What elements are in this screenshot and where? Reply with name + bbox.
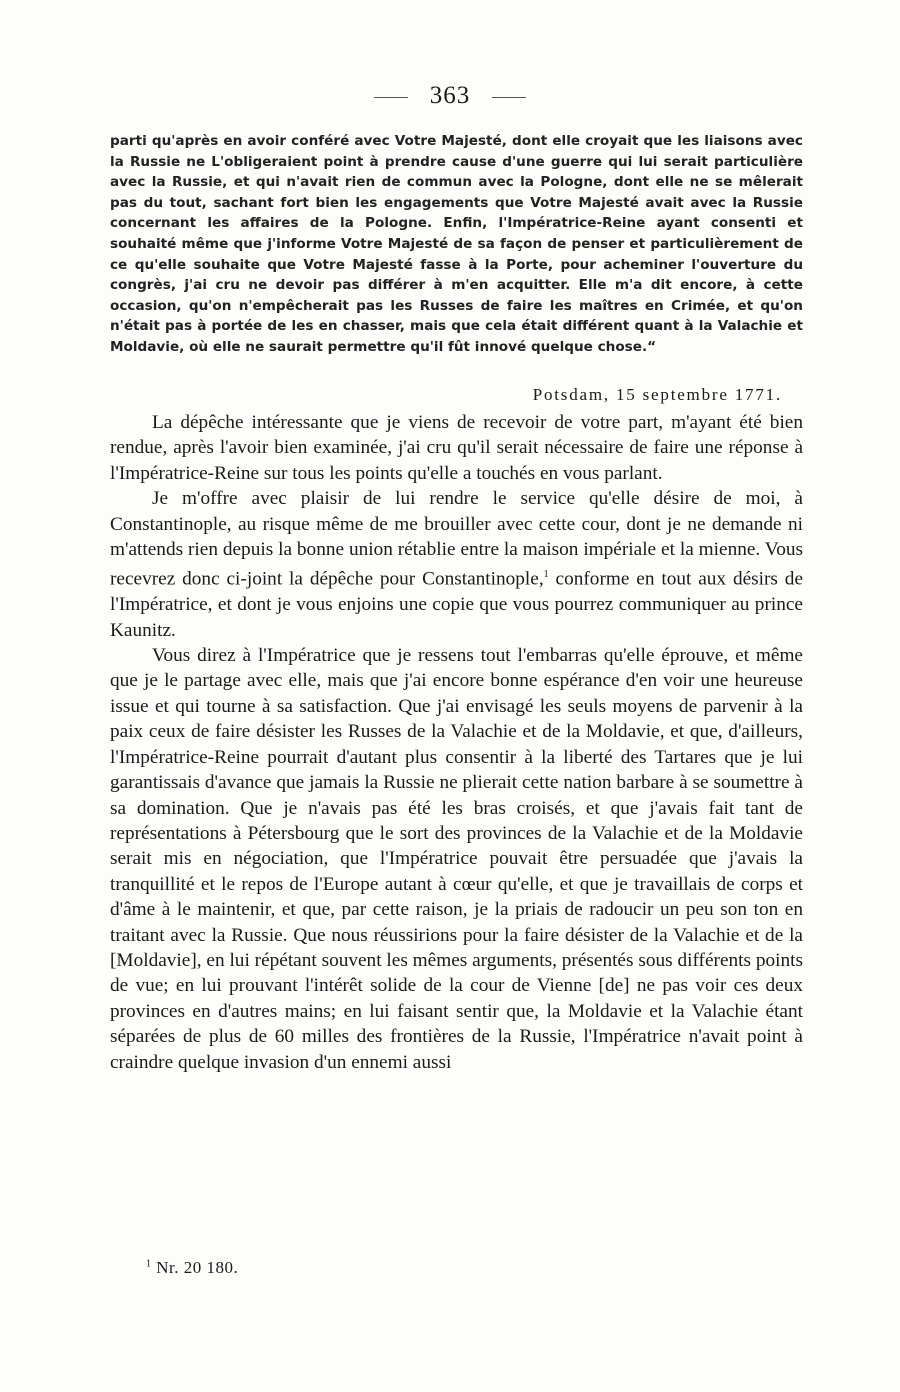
paragraph-3: Vous direz à l'Impératrice que je ressens tout l'embarras qu'elle éprouve, et même que je le partage avec elle, mais que j'ai encore bonne espérance d'en voir une heureuse issue et qui tourne à sa satisfaction. Que j'ai envisagé les seuls moyens de parvenir à la paix ceux de faire désister les Russes de la Valachie et de la Moldavie, et que, d'ailleurs, l'Impératrice-Reine pourrait d'autant plus consentir à la liberté des Tartares que je lui garantissais d'avance que jamais la Russie ne plierait cette nation barbare à se soumettre à sa domination. Que je n'avais pas été les bras croisés, et que j'avais fait tant de représentations à Pétersbourg que le sort des provinces de la Valachie et de la Moldavie serait mis en négociation, que l'Impératrice pouvait être persuadée que j'avais la tranquillité et le repos de l'Europe autant à cœur qu'elle, et que je travaillais de corps et d'âme à le maintenir, et que, par cette raison, je la priais de radoucir un peu son ton en traitant avec la Russie. Que nous réussirions pour la faire désister de la Valachie et de la [Moldavie], en lui répétant souvent les mêmes arguments, présentés sous différents points de vue; en lui prouvant l'intérêt solide de la cour de Vienne [de] ne pas voir ces deux provinces en d'autres mains; en lui faisant sentir que, la Moldavie et la Valachie étant séparées de plus de 60 milles des frontières de la Russie, l'Impératrice n'avait point à craindre quelque invasion d'un ennemi aussi [110,645,803,1073]
page-header [0,82,900,110]
footnote-text: Nr. 20 180. [156,1258,239,1277]
dateline: Potsdam, 15 septembre 1771. [532,385,782,404]
paragraph-2-part-b: conforme en tout aux désirs de l'Impératrice, et dont je vous enjoins une copie que vous pourrez communiquer au prince Kaunitz. [110,568,803,641]
quote-paragraph: parti qu'après en avoir conféré avec Votre Majesté, dont elle croyait que les liaisons avec la Russie ne L'obligeraient point à prendre cause d'une guerre qui lui serait particulière avec la Russie, et qui n'avait rien de commun avec la Pologne, dont elle ne se mêlerait pas du tout, sachant fort bien les engagements que Votre Majesté avait avec la Russie concernant les affaires de la Pologne. Enfin, l'Impératrice-Reine ayant consenti et souhaité même que j'informe Votre Majesté de sa façon de penser et particulièrement de ce qu'elle souhaite que Votre Majesté fasse à la Porte, pour acheminer l'ouverture du congrès, j'ai cru ne devoir pas différer à m'en acquitter. Elle m'a dit encore, à cette occasion, qu'on n'empêcherait pas les Russes de faire les maîtres en Crimée, et qu'on n'était pas à portée de les en chasser, mais que cela était différent quant à la Valachie et Moldavie, où elle ne saurait permettre qu'il fût innové quelque chose.“ [110,133,803,355]
paragraph-2 [110,486,803,643]
page-number: 363 [429,82,471,109]
header-rule-right [492,97,526,98]
quoted-report [110,131,803,358]
header-rule-left [374,97,408,98]
footnote-mark: 1 [146,1258,152,1270]
footnote [146,1258,238,1278]
paragraph-2-part-a: Je m'offre avec plaisir de lui rendre le service qu'elle désire de moi, à Constantinople, au risque même de me brouiller avec cette cour, dont je ne demande ni m'attends rien depuis la bonne union rétablie entre la maison impériale et la mienne. Vous recevrez donc ci-joint la dépêche pour Constantinople, [110,488,803,590]
letter-body [110,410,803,1075]
footnote-reference: 1 [543,569,549,581]
paragraph-1: La dépêche intéressante que je viens de recevoir de votre part, m'ayant été bien rendue, après l'avoir bien examinée, j'ai cru qu'il serait nécessaire de faire une réponse à l'Impératrice-Reine sur tous les points qu'elle a touchés en vous parlant. [110,412,803,484]
